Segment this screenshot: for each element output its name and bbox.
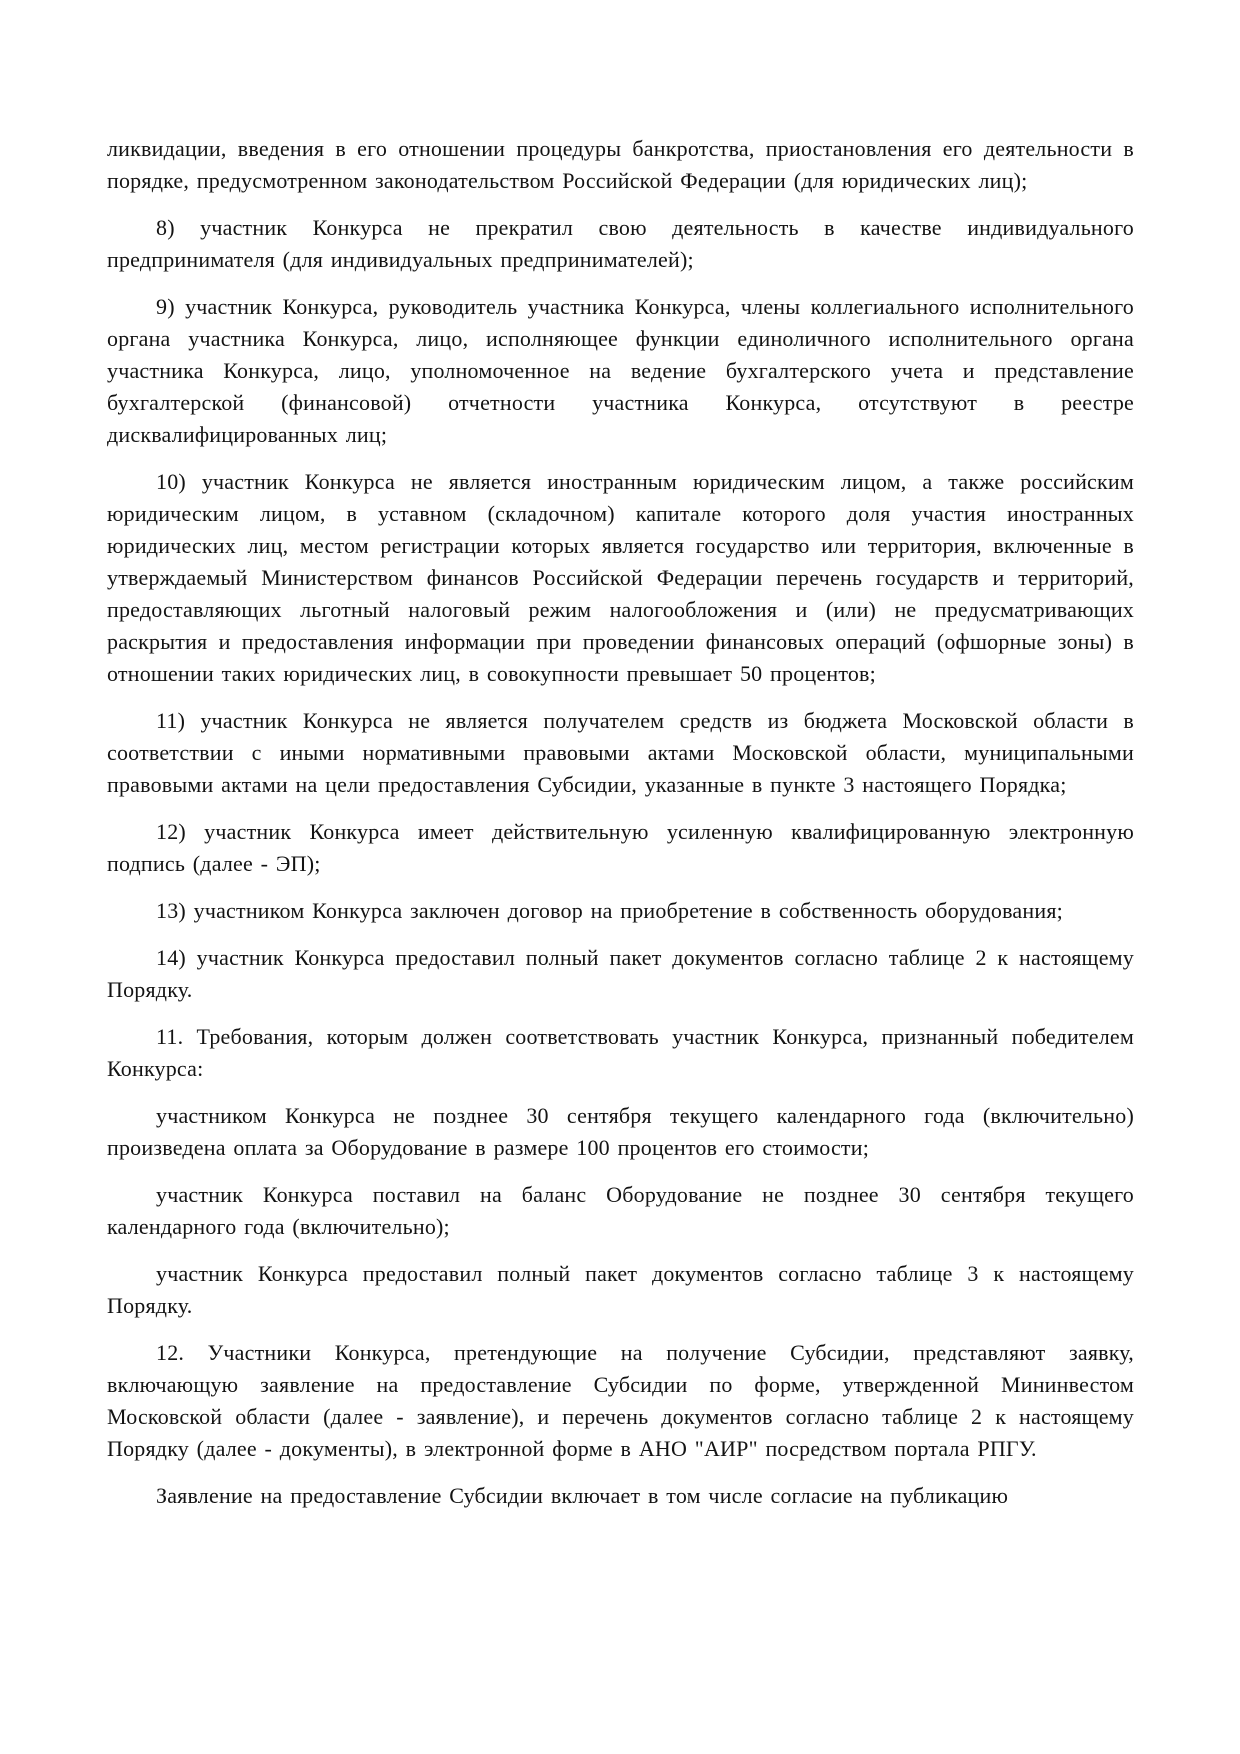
- paragraph-item-12: 12) участник Конкурса имеет действительную усиленную квалифицированную электронную подпись (далее - ЭП);: [107, 819, 1134, 876]
- document-text-block: [107, 133, 1134, 1512]
- paragraph-clause-11: 11. Требования, которым должен соответствовать участник Конкурса, признанный победителем Конкурса:: [107, 1024, 1134, 1081]
- paragraph-item-13: 13) участником Конкурса заключен договор на приобретение в собственность оборудования;: [156, 898, 1063, 923]
- paragraph-item-11: 11) участник Конкурса не является получателем средств из бюджета Московской области в соответствии с иными нормативными правовыми актами Московской области, муниципальными правовыми актами на цели предоставления Субсидии, указанные в пункте 3 настоящего Порядка;: [107, 708, 1134, 797]
- paragraph-item-14: 14) участник Конкурса предоставил полный пакет документов согласно таблице 2 к настоящему Порядку.: [107, 945, 1134, 1002]
- paragraph-requirement-payment: участником Конкурса не позднее 30 сентября текущего календарного года (включительно) произведена оплата за Оборудование в размере 100 процентов его стоимости;: [107, 1103, 1134, 1160]
- paragraph-item-9: 9) участник Конкурса, руководитель участника Конкурса, члены коллегиального исполнительного органа участника Конкурса, лицо, исполняющее функции единоличного исполнительного органа участника Конкурса, лицо, уполномоченное на ведение бухгалтерского учета и представление бухгалтерской (финансовой) отчетности участника Конкурса, отсутствуют в реестре дисквалифицированных лиц;: [107, 294, 1134, 447]
- paragraph-statement-consent: Заявление на предоставление Субсидии включает в том числе согласие на публикацию: [156, 1483, 1009, 1508]
- paragraph-requirement-documents: участник Конкурса предоставил полный пакет документов согласно таблице 3 к настоящему Порядку.: [107, 1261, 1134, 1318]
- paragraph-item-8: 8) участник Конкурса не прекратил свою деятельность в качестве индивидуального предпринимателя (для индивидуальных предпринимателей);: [107, 215, 1134, 272]
- paragraph-requirement-balance: участник Конкурса поставил на баланс Оборудование не позднее 30 сентября текущего календарного года (включительно);: [107, 1182, 1134, 1239]
- paragraph-clause-12: 12. Участники Конкурса, претендующие на получение Субсидии, представляют заявку, включающую заявление на предоставление Субсидии по форме, утвержденной Мининвестом Московской области (далее - заявление), и перечень документов согласно таблице 2 к настоящему Порядку (далее - документы), в электронной форме в АНО "АИР" посредством портала РПГУ.: [107, 1340, 1134, 1461]
- paragraph-item-10: 10) участник Конкурса не является иностранным юридическим лицом, а также российским юридическим лицом, в уставном (складочном) капитале которого доля участия иностранных юридических лиц, местом регистрации которых является государство или территория, включенные в утверждаемый Министерством финансов Российской Федерации перечень государств и территорий, предоставляющих льготный налоговый режим налогообложения и (или) не предусматривающих раскрытия и предоставления информации при проведении финансовых операций (офшорные зоны) в отношении таких юридических лиц, в совокупности превышает 50 процентов;: [107, 469, 1134, 686]
- paragraph-continuation: ликвидации, введения в его отношении процедуры банкротства, приостановления его деятельности в порядке, предусмотренном законодательством Российской Федерации (для юридических лиц);: [107, 136, 1134, 193]
